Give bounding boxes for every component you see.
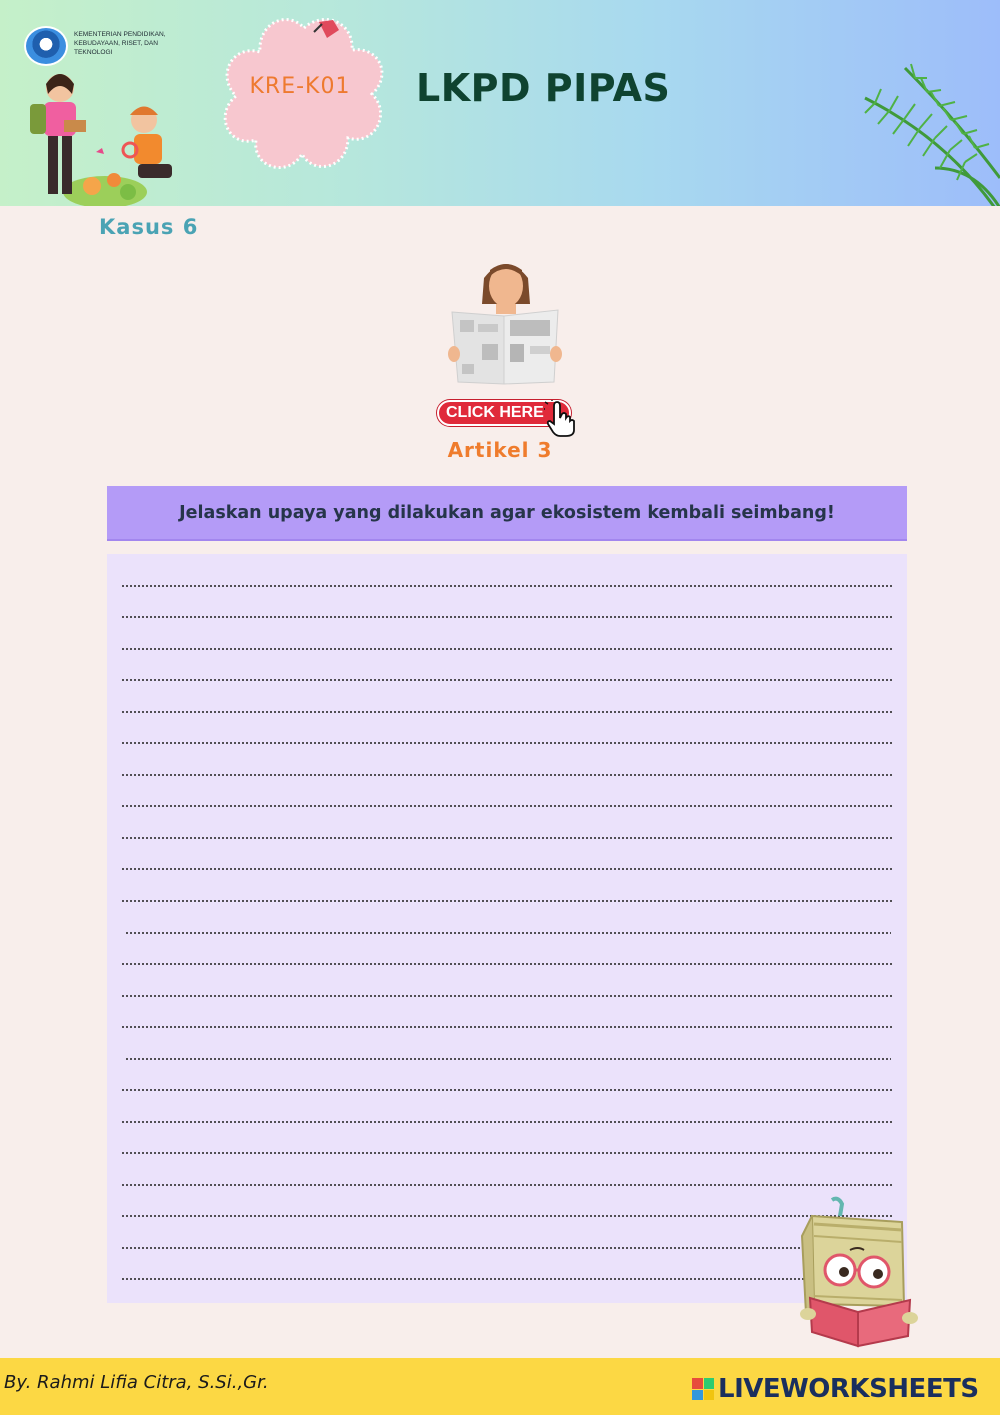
ministry-name: KEMENTERIAN PENDIDIKAN, KEBUDAYAAN, RISET, DAN TEKNOLOGI <box>74 31 166 56</box>
header-banner <box>0 0 1000 206</box>
answer-line <box>121 1247 893 1249</box>
answer-line <box>121 1089 893 1091</box>
answer-line <box>121 963 893 965</box>
click-here-button[interactable]: CLICK HERE <box>437 400 571 426</box>
liveworksheets-brand-text: LIVEWORKSHEETS <box>718 1374 979 1404</box>
pointing-hand-icon <box>544 400 578 438</box>
answer-line <box>121 711 893 713</box>
answer-line <box>121 742 893 744</box>
answer-line <box>125 932 891 934</box>
answer-line <box>121 995 893 997</box>
answer-line <box>121 837 893 839</box>
answer-line <box>121 1278 893 1280</box>
answer-line <box>121 1026 893 1028</box>
answer-line <box>121 900 893 902</box>
article-caption: Artikel 3 <box>447 438 553 462</box>
answer-area[interactable] <box>107 554 907 1303</box>
answer-line <box>121 805 893 807</box>
author-credit: By. Rahmi Lifia Citra, S.Si.,Gr. <box>4 1372 269 1393</box>
liveworksheets-grid-icon <box>692 1378 714 1400</box>
kids-exploring-illustration <box>10 60 210 206</box>
class-code-label: KRE-K01 <box>249 74 351 99</box>
liveworksheets-logo[interactable] <box>692 1374 979 1404</box>
answer-line <box>121 774 893 776</box>
answer-line <box>121 1215 893 1217</box>
palm-leaves-decoration <box>845 58 1000 206</box>
answer-line <box>121 1121 893 1123</box>
footer-bar <box>0 1358 1000 1415</box>
answer-line <box>121 1184 893 1186</box>
answer-line <box>121 585 893 587</box>
answer-line <box>121 1152 893 1154</box>
question-banner: Jelaskan upaya yang dilakukan agar ekosistem kembali seimbang! <box>107 486 907 541</box>
case-label: Kasus 6 <box>99 215 199 239</box>
answer-line <box>121 868 893 870</box>
answer-line <box>121 616 893 618</box>
reading-book-mascot-illustration <box>792 1196 922 1352</box>
answer-line <box>121 679 893 681</box>
answer-line <box>121 648 893 650</box>
page-title: LKPD PIPAS <box>416 66 671 110</box>
answer-line <box>125 1058 891 1060</box>
woman-reading-newspaper-illustration <box>440 254 570 390</box>
